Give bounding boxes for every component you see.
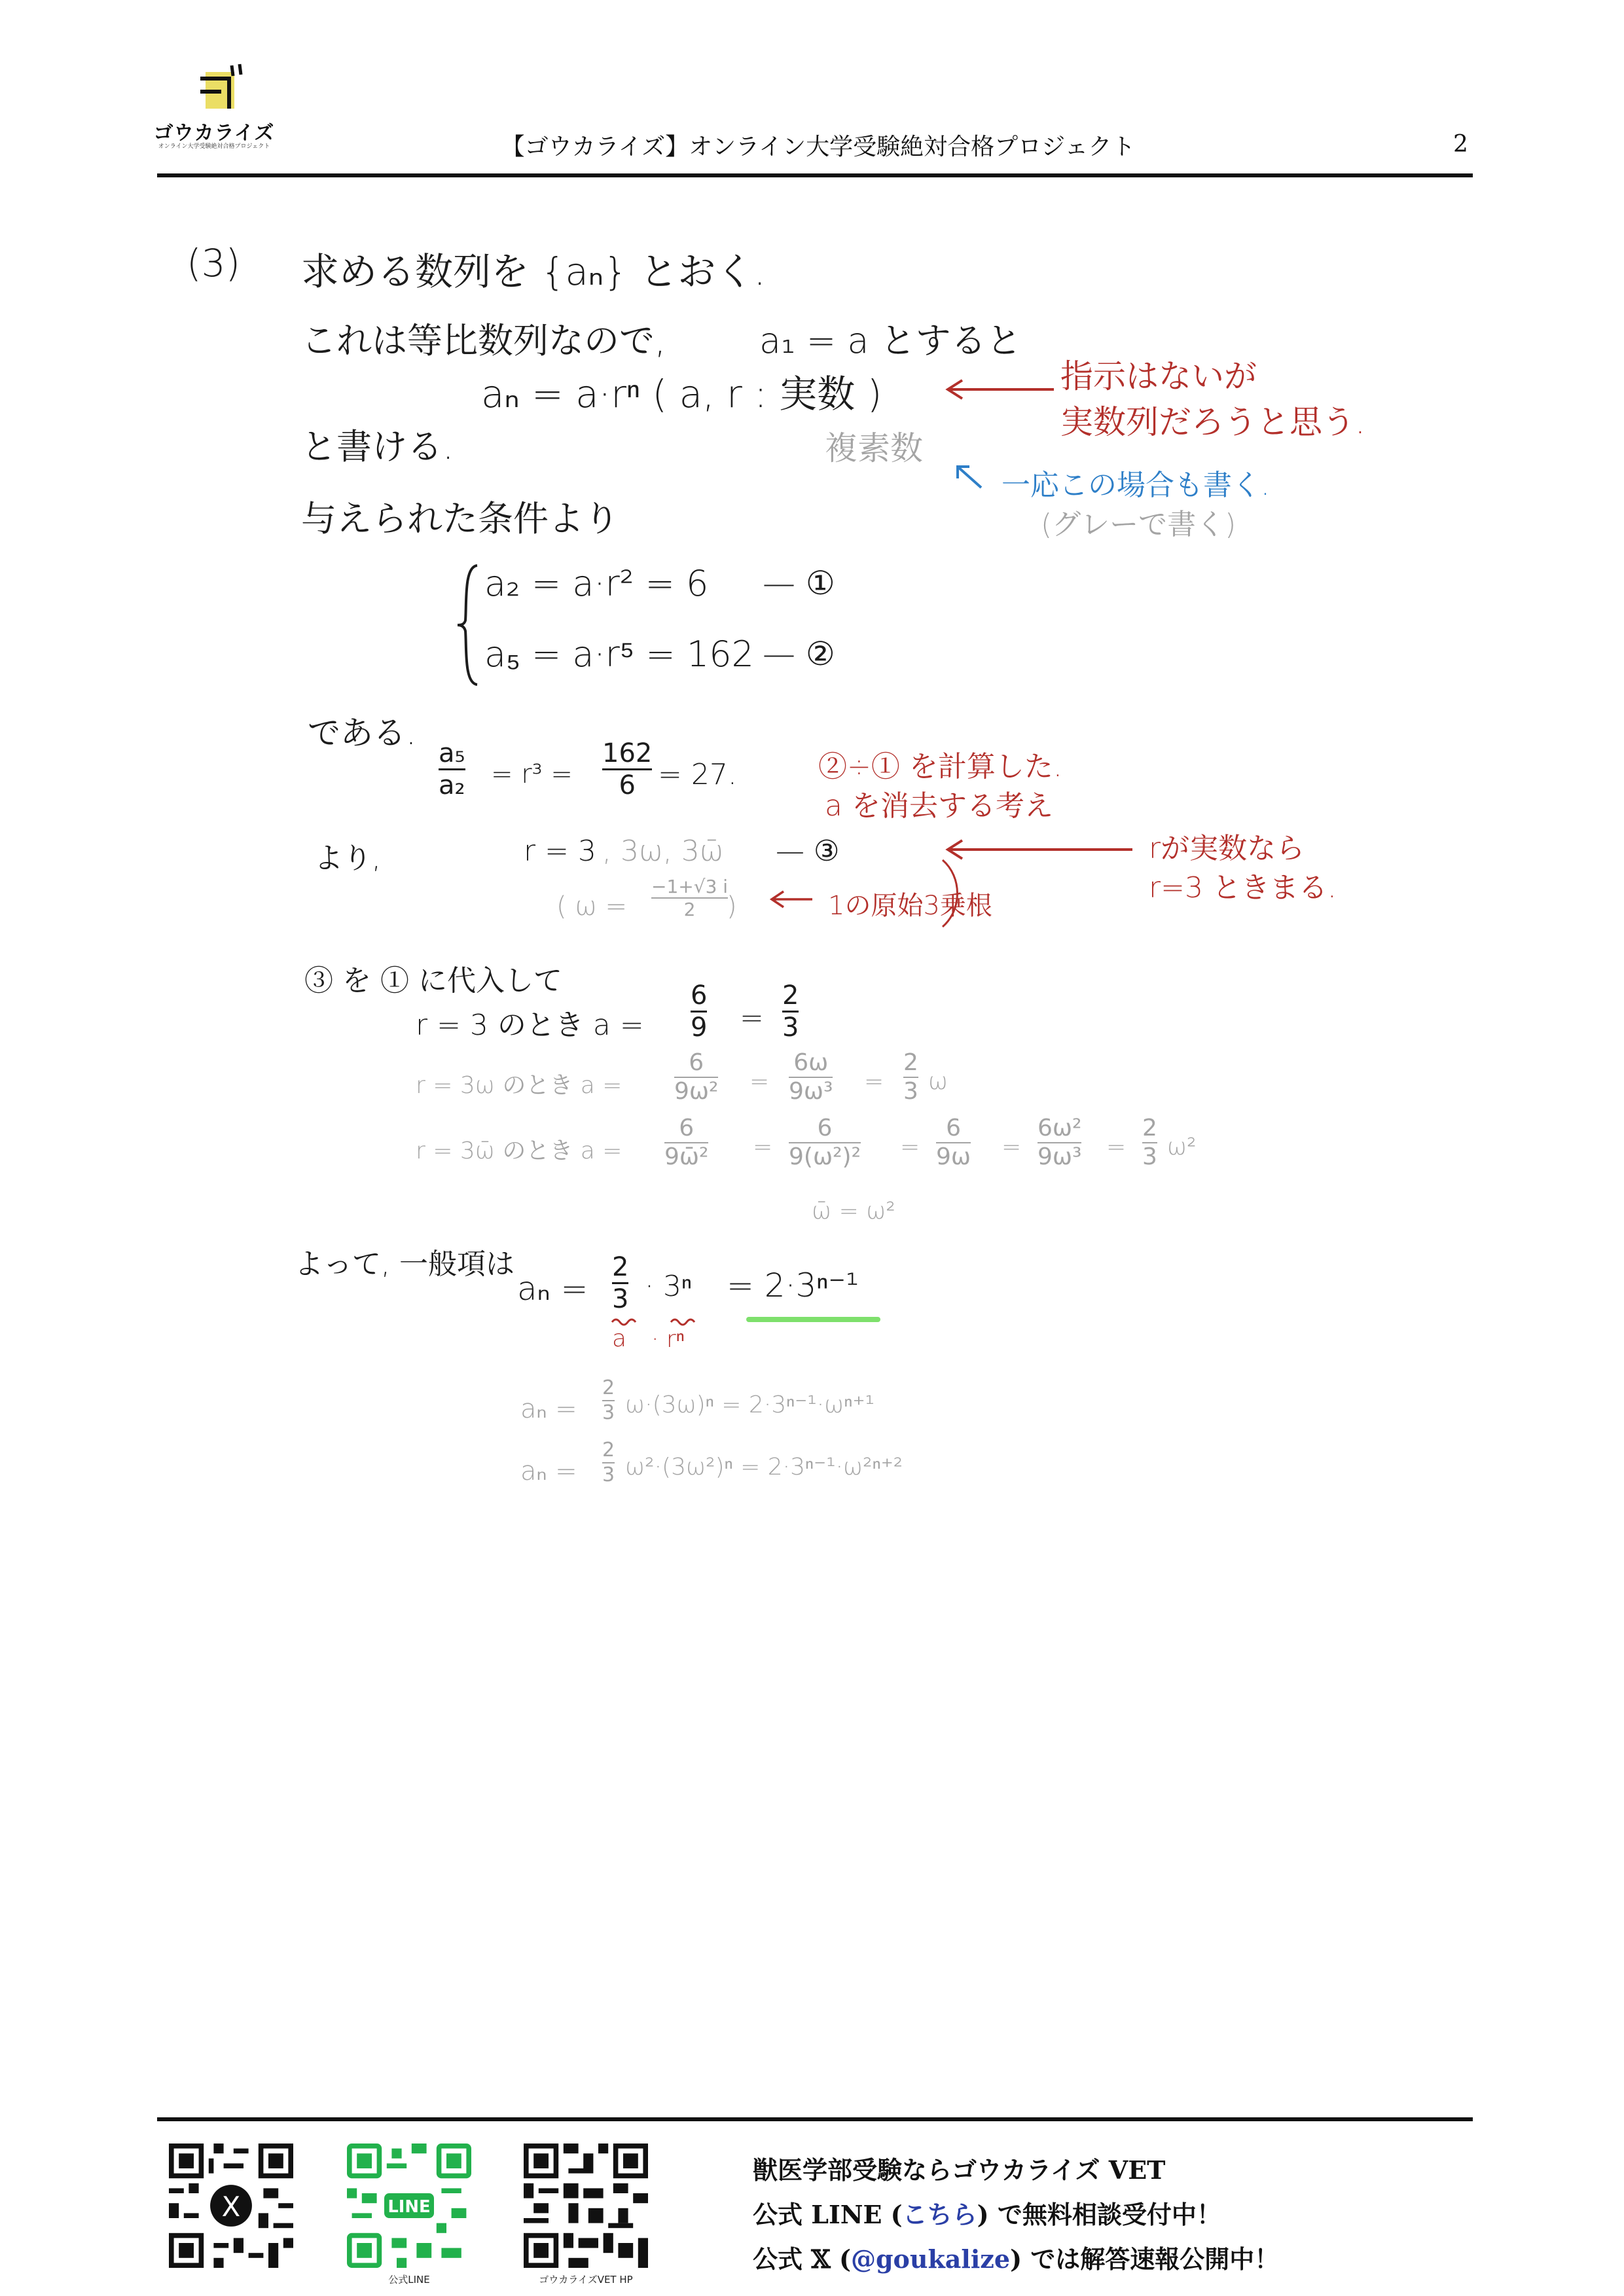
- case2-n1: 6: [689, 1049, 704, 1076]
- note-r-is-3: r=3 ときまる.: [1149, 871, 1337, 905]
- case3-fraction-1: [664, 1116, 708, 1170]
- case2-d1: 9ω²: [674, 1077, 719, 1105]
- note-gray-ink: (グレーで書く): [1041, 508, 1236, 541]
- logo-tagline: オンライン大学受験絶対合格プロジェクト: [158, 143, 270, 150]
- footer-x-prefix: 公式 𝕏 (: [753, 2244, 851, 2274]
- case1-label: r = 3 のとき a =: [416, 1009, 644, 1042]
- case2-d3: 3: [903, 1077, 918, 1105]
- alt1-n: 2: [602, 1376, 615, 1399]
- note-if-real: rが実数なら: [1149, 832, 1305, 865]
- omega-fraction: [651, 877, 728, 920]
- alt2-lhs: aₙ =: [520, 1456, 577, 1486]
- omega-denominator: 2: [683, 899, 696, 921]
- case3-n3: 6: [946, 1115, 961, 1141]
- header-title: 【ゴウカライズ】オンライン大学受験絶対合格プロジェクト: [501, 134, 1136, 160]
- case3-fraction-3: [936, 1116, 971, 1170]
- case1-equals: =: [740, 1001, 764, 1035]
- system-brace: [455, 563, 481, 687]
- line-therefore: より,: [314, 842, 381, 875]
- note-real-sequence: 実数列だろうと思う.: [1060, 403, 1365, 441]
- general-term-denominator: 3: [612, 1284, 629, 1314]
- alt2-rest: ω²·(3ω²)ⁿ = 2·3ⁿ⁻¹·ω²ⁿ⁺²: [625, 1454, 903, 1480]
- general-form: aₙ = a·rⁿ ( a, r : 実数 ): [481, 372, 882, 416]
- case2-equals-1: =: [749, 1068, 770, 1095]
- complex-note: 複素数: [825, 429, 923, 467]
- case3-n1: 6: [679, 1115, 695, 1141]
- case2-d2: 9ω³: [789, 1077, 833, 1105]
- logo-name: ゴウカライズ: [153, 122, 275, 145]
- logo-mark-icon: [191, 63, 250, 115]
- ratio-value-denominator: 6: [619, 770, 636, 800]
- case3-equals-2: =: [900, 1134, 920, 1160]
- line-can-write: と書ける.: [301, 426, 454, 467]
- alt1-d: 3: [602, 1401, 615, 1424]
- case3-equals-1: =: [753, 1134, 773, 1160]
- answer-highlight: [746, 1317, 880, 1322]
- ratio-fraction: [439, 740, 465, 799]
- case2-equals-2: =: [864, 1068, 884, 1095]
- case2-n3: 2: [903, 1049, 918, 1076]
- note-eliminate-a: a を消去する考え: [825, 789, 1053, 823]
- footer-line-consult-suffix: ) で無料相談受付中！: [977, 2200, 1221, 2229]
- equation-2: a₅ = a·r⁵ = 162: [484, 634, 754, 675]
- case1-n1: 6: [691, 980, 708, 1011]
- case3-d2: 9(ω²)²: [789, 1143, 861, 1170]
- case3-n5: 2: [1142, 1115, 1157, 1141]
- case1-fraction-2: [782, 982, 799, 1041]
- footer-x-account: [753, 2239, 1279, 2275]
- qr-line-icon: [347, 2144, 471, 2268]
- ratio-numerator: a₅: [439, 738, 465, 768]
- left-arrow-icon: [943, 376, 1057, 403]
- footer-line-consult-prefix: 公式 LINE (: [753, 2200, 903, 2229]
- case3-fraction-4: [1038, 1116, 1081, 1170]
- case1-fraction-1: [691, 982, 707, 1041]
- alt2-n: 2: [602, 1439, 615, 1462]
- problem-label: (3): [187, 241, 241, 285]
- line-substitute: ③ を ① に代入して: [304, 964, 562, 997]
- case3-equals-4: =: [1106, 1134, 1127, 1160]
- case1-d2: 3: [782, 1013, 799, 1043]
- line-set-a1: a₁ = a とすると: [759, 320, 1022, 361]
- long-left-arrow-icon: [943, 838, 1136, 861]
- equation-1: a₂ = a·r² = 6: [484, 563, 709, 604]
- up-left-arrow-icon: [952, 461, 985, 494]
- omega-definition-close: ): [727, 891, 737, 922]
- x-account-link[interactable]: @goukalize: [850, 2244, 1011, 2274]
- line-define-sequence: 求める数列を {aₙ} とおく.: [301, 249, 766, 294]
- qr-code-hp[interactable]: [524, 2144, 648, 2268]
- general-term-fraction: [612, 1253, 628, 1313]
- qr-x-icon: [169, 2144, 293, 2268]
- footer-line-consult: [753, 2195, 1221, 2231]
- alt2-d: 3: [602, 1463, 615, 1486]
- alt1-fraction: [602, 1378, 615, 1423]
- note-no-instruction: 指示はないが: [1060, 357, 1257, 395]
- logo: [152, 63, 276, 148]
- svg-text:LINE: LINE: [388, 2197, 431, 2217]
- case3-equals-3: =: [1001, 1134, 1022, 1160]
- closing-paren-icon: [936, 857, 969, 929]
- qr-line-caption: 公式LINE: [388, 2274, 430, 2286]
- general-term-power: · 3ⁿ: [645, 1270, 693, 1303]
- general-term-answer: = 2·3ⁿ⁻¹: [727, 1266, 859, 1304]
- ratio-mid: = r³ =: [491, 759, 573, 789]
- ratio-denominator: a₂: [439, 770, 465, 800]
- alt1-lhs: aₙ =: [520, 1394, 577, 1424]
- qr-code-line[interactable]: [347, 2144, 471, 2268]
- header-rule: [157, 173, 1473, 177]
- r-values-tag: — ③: [776, 834, 840, 868]
- qr-code-x[interactable]: [169, 2144, 293, 2268]
- omega-numerator: −1+√3 i: [651, 876, 729, 897]
- case2-fraction-3: [903, 1050, 918, 1104]
- note-write-case: 一応この場合も書く.: [1001, 469, 1270, 502]
- case3-d4: 9ω³: [1038, 1143, 1082, 1170]
- case2-label: r = 3ω のとき a =: [416, 1072, 623, 1099]
- general-term-lhs: aₙ =: [517, 1270, 588, 1308]
- note-divide: ②÷① を計算した.: [818, 750, 1062, 783]
- case3-omega-sq: ω²: [1167, 1134, 1197, 1160]
- line-geometric: これは等比数列なので,: [301, 320, 666, 361]
- equation-1-tag: — ①: [763, 564, 835, 602]
- case3-fraction-2: [789, 1116, 861, 1170]
- qr-hp-icon: [524, 2144, 648, 2268]
- note-primitive-root: 1の原始3乗根: [828, 891, 992, 921]
- page-number: 2: [1453, 131, 1468, 158]
- underline-a: a: [612, 1325, 627, 1352]
- case3-d1: 9ω̄²: [664, 1143, 709, 1170]
- ratio-result: = 27.: [658, 758, 737, 791]
- line-general-term: よって, 一般項は: [295, 1247, 514, 1281]
- ratio-value-fraction: [602, 740, 652, 799]
- case3-fraction-5: [1142, 1116, 1157, 1170]
- line-given-conditions: 与えられた条件より: [301, 498, 619, 539]
- footer-rule: [157, 2117, 1473, 2121]
- case3-d3: 9ω: [936, 1143, 971, 1170]
- case2-n2: 6ω: [793, 1049, 829, 1076]
- omega-definition-open: ( ω =: [556, 891, 628, 922]
- footer-promo: 獣医学部受験ならゴウカライズ VET: [753, 2155, 1166, 2185]
- alt2-fraction: [602, 1440, 615, 1485]
- alt1-rest: ω·(3ω)ⁿ = 2·3ⁿ⁻¹·ωⁿ⁺¹: [625, 1391, 875, 1418]
- qr-hp-caption: ゴウカライズVET HP: [539, 2274, 633, 2286]
- case3-label: r = 3ω̄ のとき a =: [416, 1138, 623, 1164]
- case1-n2: 2: [782, 980, 799, 1011]
- line-link[interactable]: こちら: [902, 2200, 977, 2229]
- case1-d1: 9: [691, 1013, 708, 1043]
- r-real-value: r = 3: [524, 834, 596, 868]
- case2-fraction-2: [789, 1050, 833, 1104]
- case2-fraction-1: [674, 1050, 718, 1104]
- line-is: である.: [308, 714, 416, 752]
- case3-n2: 6: [817, 1115, 833, 1141]
- svg-text:X: X: [221, 2190, 241, 2223]
- omega-bar-identity: ω̄ = ω²: [812, 1198, 895, 1225]
- case3-n4: 6ω²: [1038, 1115, 1082, 1141]
- case2-omega: ω: [928, 1068, 948, 1095]
- left-arrow-small-icon: [769, 888, 815, 910]
- case3-d5: 3: [1142, 1143, 1157, 1170]
- ratio-value-numerator: 162: [602, 738, 653, 768]
- equation-2-tag: — ②: [763, 635, 835, 673]
- underline-rn: · rⁿ: [651, 1326, 685, 1353]
- general-term-numerator: 2: [612, 1252, 629, 1282]
- footer-x-suffix: ) では解答速報公開中！: [1010, 2244, 1280, 2274]
- r-complex-values: , 3ω, 3ω̄: [602, 834, 724, 868]
